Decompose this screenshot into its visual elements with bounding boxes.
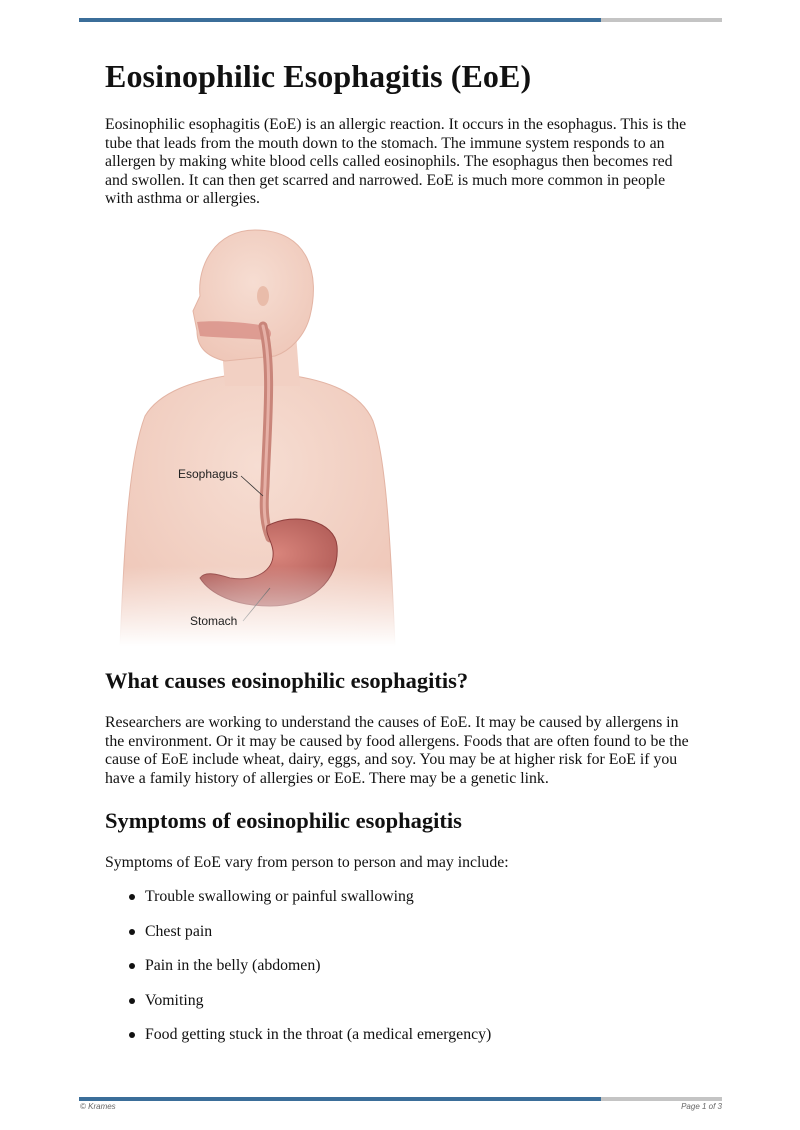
anatomy-illustration bbox=[105, 226, 405, 646]
list-item-text: Trouble swallowing or painful swallowing bbox=[145, 888, 414, 905]
list-item-text: Chest pain bbox=[145, 922, 213, 940]
footer-copyright: © Krames bbox=[80, 1102, 116, 1111]
symptoms-intro: Symptoms of EoE vary from person to person and may include: bbox=[105, 854, 509, 871]
label-stomach: Stomach bbox=[190, 614, 238, 628]
list-item-text: Pain in the belly (abdomen) bbox=[145, 957, 321, 974]
top-divider-blue bbox=[79, 18, 601, 22]
heading-causes: What causes eosinophilic esophagitis? bbox=[105, 668, 469, 693]
bottom-divider-bar bbox=[79, 1097, 722, 1101]
bottom-divider-blue bbox=[79, 1097, 601, 1101]
bullet-icon bbox=[129, 1032, 135, 1038]
page-title: Eosinophilic Esophagitis (EoE) bbox=[105, 58, 532, 94]
footer-page-number: Page 1 of 3 bbox=[681, 1102, 722, 1111]
bullet-icon bbox=[129, 963, 135, 969]
bottom-divider-gray bbox=[601, 1097, 722, 1101]
list-item bbox=[105, 886, 695, 921]
list-item-text: Food getting stuck in the throat (a medical emergency) bbox=[145, 1026, 492, 1043]
bullet-icon bbox=[129, 998, 135, 1004]
symptoms-list bbox=[105, 886, 695, 1059]
body-esophagus-stomach-drawing bbox=[105, 226, 405, 646]
causes-paragraph: Researchers are working to understand the causes of EoE. It may be caused by allergens in the environment. Or it may be caused by food allergens. Foods that are often found to be the cause of EoE include wheat, dairy, eggs, and soy. You may be at higher risk for EoE if you have a family history of allergies or EoE. There may be a genetic link. bbox=[105, 714, 689, 787]
list-item bbox=[105, 1024, 695, 1059]
top-divider-gray bbox=[601, 18, 722, 22]
list-item bbox=[105, 990, 695, 1025]
list-item bbox=[105, 921, 695, 956]
list-item-text: Vomiting bbox=[145, 991, 204, 1009]
bullet-icon bbox=[129, 894, 135, 900]
label-esophagus: Esophagus bbox=[178, 467, 239, 481]
top-divider-bar bbox=[79, 18, 722, 22]
heading-symptoms: Symptoms of eosinophilic esophagitis bbox=[105, 808, 462, 833]
intro-paragraph: Eosinophilic esophagitis (EoE) is an allergic reaction. It occurs in the esophagus. This is the tube that leads from the mouth down to the stomach. The immune system responds to an allergen by making white blood cells called eosinophils. The esophagus then becomes red and swollen. It can then get scarred and narrowed. EoE is much more common in people with asthma or allergies. bbox=[105, 116, 687, 208]
list-item bbox=[105, 955, 695, 990]
bullet-icon bbox=[129, 929, 135, 935]
